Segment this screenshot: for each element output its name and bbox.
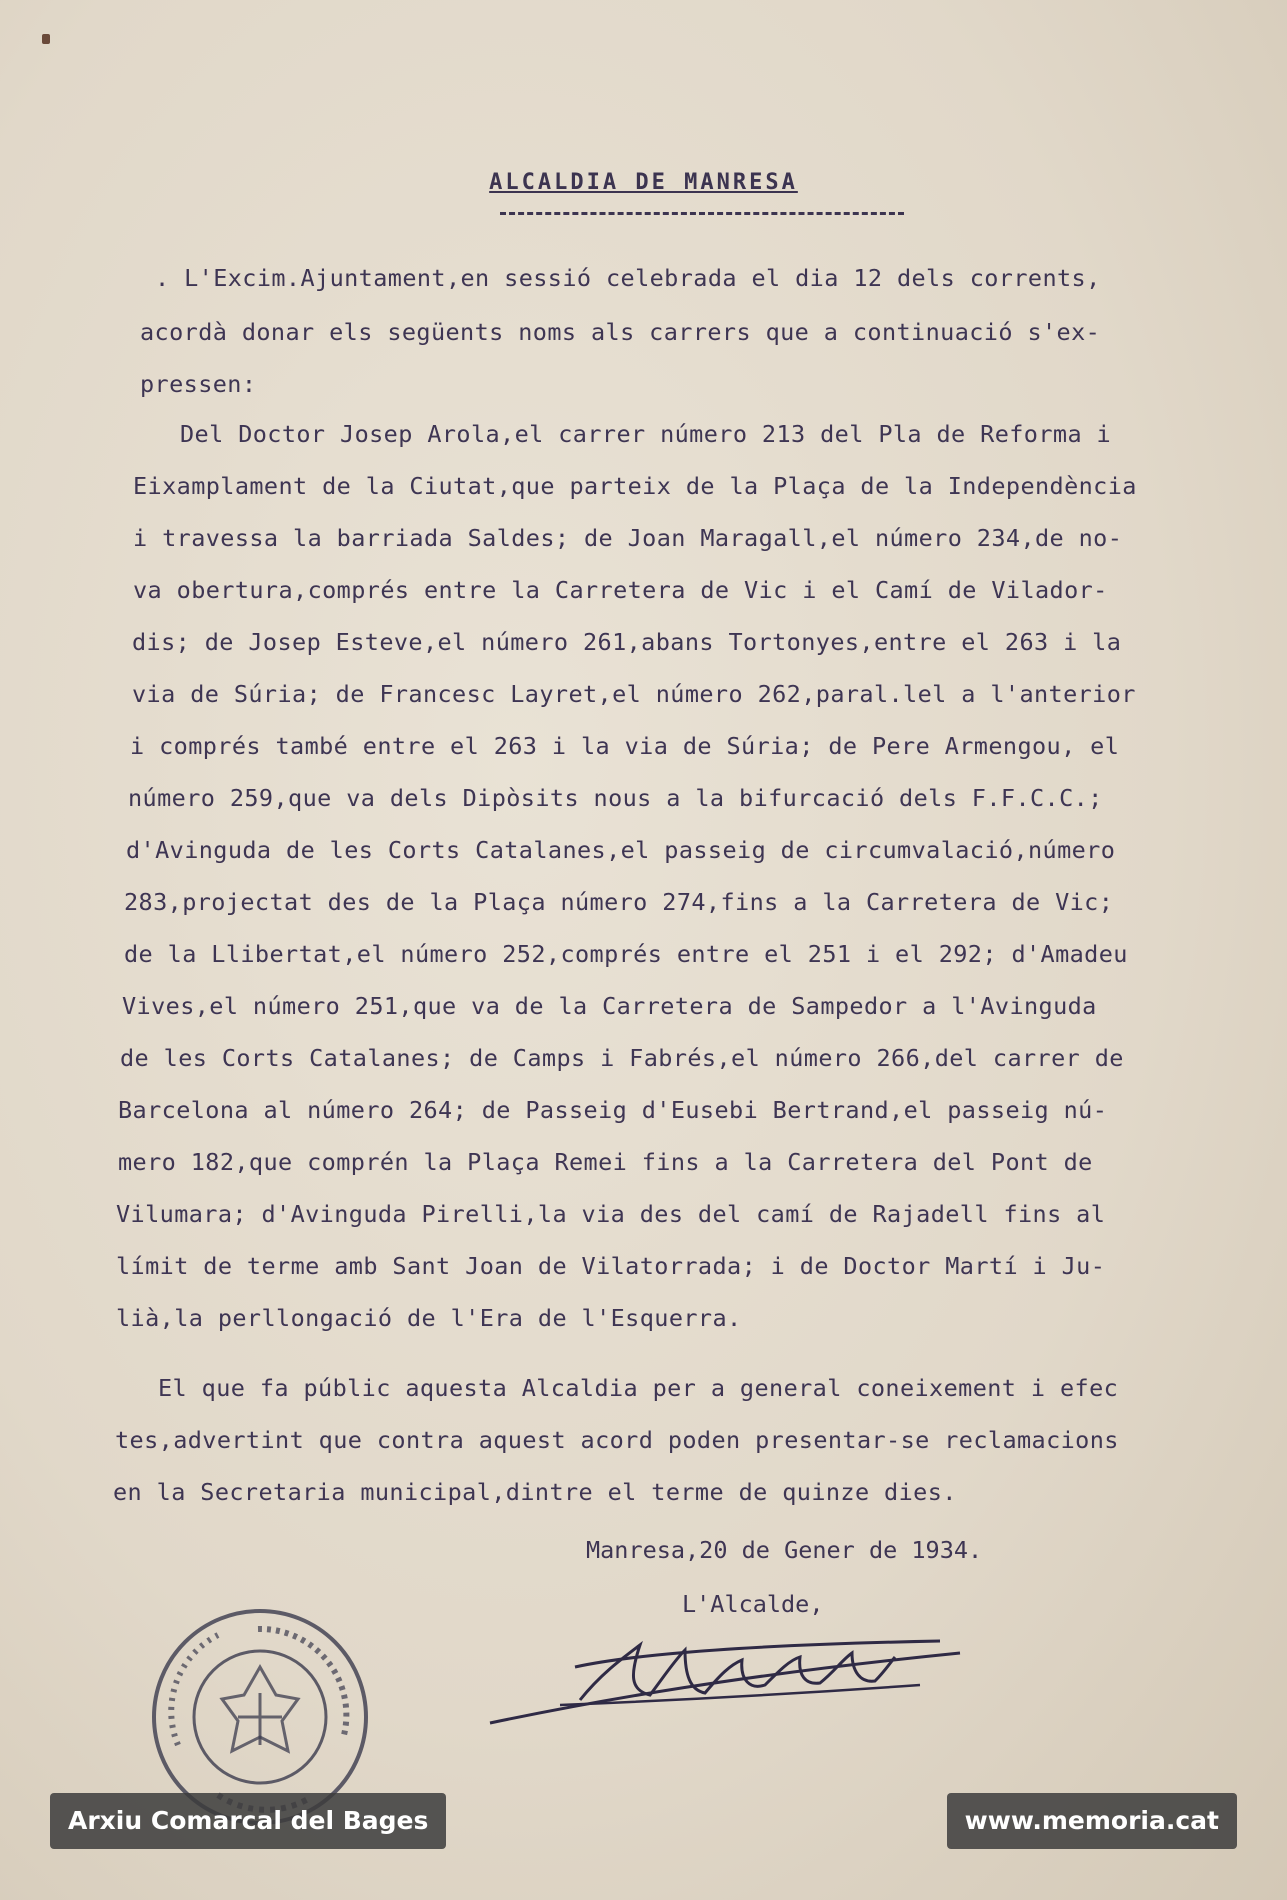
body-line: de la Llibertat,el número 252,comprés entre el 251 i el 292; d'Amadeu — [124, 940, 1128, 968]
body-line: va obertura,comprés entre la Carretera de Vic i el Camí de Vilador- — [133, 576, 1108, 604]
document-title: ALCALDIA DE MANRESA — [489, 170, 798, 195]
date-line: Manresa,20 de Gener de 1934. — [586, 1536, 983, 1564]
body-line: mero 182,que comprén la Plaça Remei fins a la Carretera del Pont de — [118, 1148, 1093, 1176]
body-line: El que fa públic aquesta Alcaldia per a general coneixement i efec — [158, 1374, 1119, 1402]
body-line: Barcelona al número 264; de Passeig d'Eusebi Bertrand,el passeig nú- — [118, 1096, 1108, 1124]
body-line: número 259,que va dels Dipòsits nous a la bifurcació dels F.F.C.C.; — [128, 784, 1103, 812]
body-line: i comprés també entre el 263 i la via de Súria; de Pere Armengou, el — [130, 732, 1120, 760]
body-line: dis; de Josep Esteve,el número 261,abans Tortonyes,entre el 263 i la — [132, 628, 1122, 656]
body-line: de les Corts Catalanes; de Camps i Fabrés,el número 266,del carrer de — [120, 1044, 1124, 1072]
archive-watermark: Arxiu Comarcal del Bages — [50, 1793, 446, 1849]
body-line: 283,projectat des de la Plaça número 274,fins a la Carretera de Vic; — [124, 888, 1114, 916]
body-line: d'Avinguda de les Corts Catalanes,el passeig de circumvalació,número — [126, 836, 1116, 864]
body-line: lià,la perllongació de l'Era de l'Esquerra. — [116, 1304, 742, 1332]
body-line: Vives,el número 251,que va de la Carretera de Sampedor a l'Avinguda — [122, 992, 1097, 1020]
body-line: límit de terme amb Sant Joan de Vilatorrada; i de Doctor Martí i Ju- — [116, 1252, 1106, 1280]
body-line: acordà donar els següents noms als carrers que a continuació s'ex- — [140, 318, 1101, 346]
body-line: tes,advertint que contra aquest acord poden presentar-se reclamacions — [115, 1426, 1119, 1454]
title-dashed-rule — [500, 212, 904, 215]
website-watermark: www.memoria.cat — [947, 1793, 1237, 1849]
body-line: via de Súria; de Francesc Layret,el número 262,paral.lel a l'anterior — [132, 680, 1136, 708]
body-line: pressen: — [140, 370, 257, 398]
body-line: . L'Excim.Ajuntament,en sessió celebrada el dia 12 dels corrents, — [155, 264, 1101, 292]
body-line: Eixamplament de la Ciutat,que parteix de la Plaça de la Independència — [133, 472, 1137, 500]
body-line: i travessa la barriada Saldes; de Joan Maragall,el número 234,de no- — [133, 524, 1123, 552]
paper-pin-mark — [42, 34, 50, 44]
body-line: en la Secretaria municipal,dintre el terme de quinze dies. — [113, 1478, 957, 1506]
signature-scribble — [480, 1605, 1000, 1735]
body-line: Del Doctor Josep Arola,el carrer número 213 del Pla de Reforma i — [180, 420, 1112, 448]
signer-label: L'Alcalde, — [682, 1590, 824, 1618]
body-line: Vilumara; d'Avinguda Pirelli,la via des del camí de Rajadell fins al — [116, 1200, 1106, 1228]
